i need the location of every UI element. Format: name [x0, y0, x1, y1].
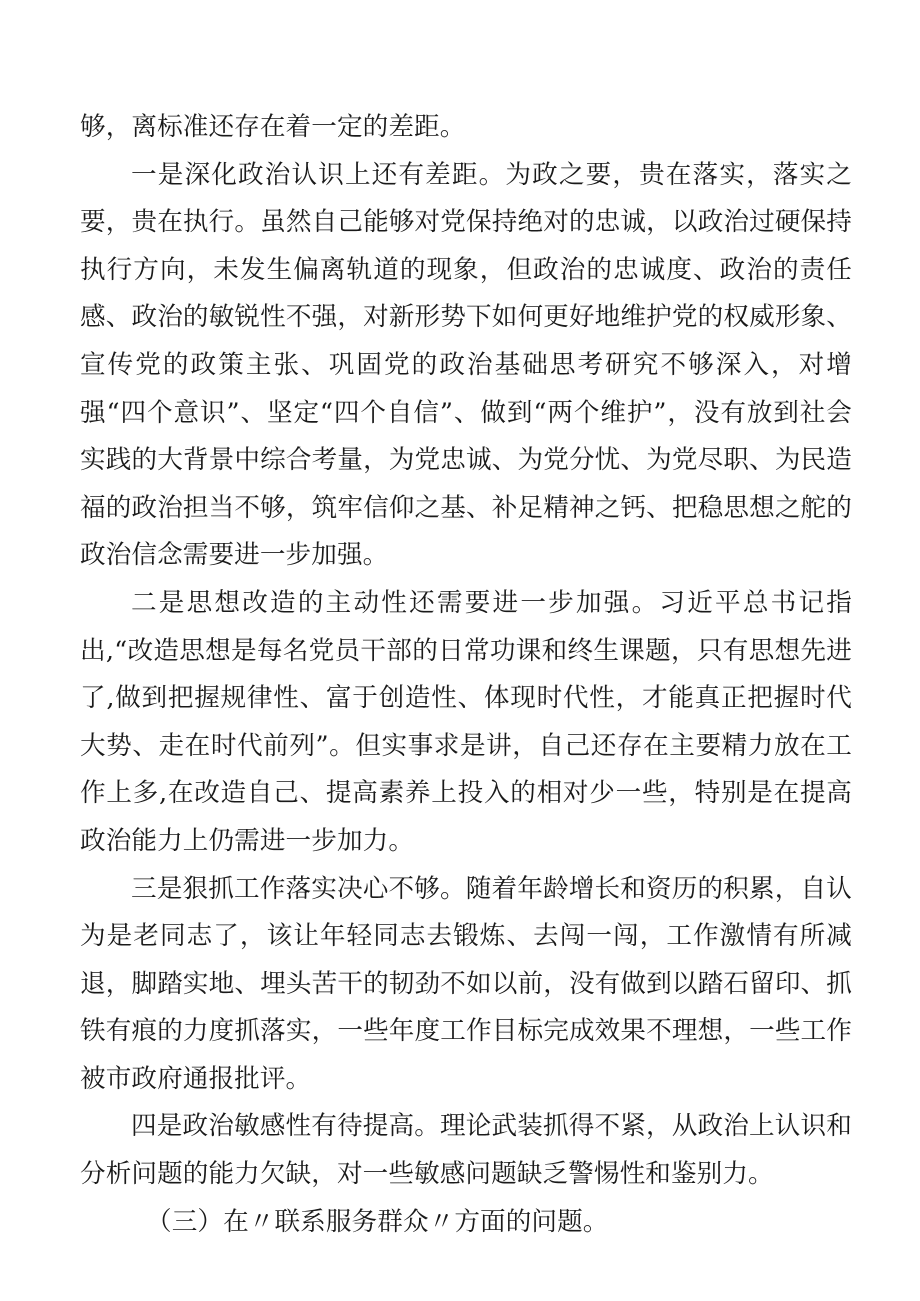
section-heading-serving-masses: （三）在〃联系服务群众〃方面的问题。: [146, 1206, 609, 1237]
paragraph-continuation: 够，离标准还存在着一定的差距。: [80, 112, 466, 142]
document-body: [80, 104, 852, 1246]
paragraph-political-sensitivity: 四是政治敏感性有待提高。理论武装抓得不紧，从政治上认识和分析问题的能力欠缺，对一些敏感问题缺乏警惕性和鉴别力。: [80, 1111, 852, 1190]
paragraph-political-awareness: 一是深化政治认识上还有差距。为政之要，贵在落实，落实之要，贵在执行。虽然自己能够对党保持绝对的忠诚，以政治过硬保持执行方向，未发生偏离轨道的现象，但政治的忠诚度、政治的责任感、政治的敏锐性不强，对新形势下如何更好地维护党的权威形象、宣传党的政策主张、巩固党的政治基础思考研究不够深入，对增强“四个意识”、坚定“四个自信”、做到“两个维护”，没有放到社会实践的大背景中综合考量，为党忠诚、为党分忧、为党尽职、为民造福的政治担当不够，筑牢信仰之基、补足精神之钙、把稳思想之舵的政治信念需要进一步加强。: [80, 159, 852, 571]
paragraph-work-implementation: 三是狠抓工作落实决心不够。随着年龄增长和资历的积累，自认为是老同志了，该让年轻同志去锻炼、去闯一闯，工作激情有所减退，脚踏实地、埋头苦干的韧劲不如以前，没有做到以踏石留印、抓铁有痕的力度抓落实，一些年度工作目标完成效果不理想，一些工作被市政府通报批评。: [80, 873, 852, 1094]
paragraph-thought-reform: 二是思想改造的主动性还需要进一步加强。习近平总书记指出,“改造思想是每名党员干部的日常功课和终生课题，只有思想先进了,做到把握规律性、富于创造性、体现时代性，才能真正把握时代大势、走在时代前列”。但实事求是讲，自己还存在主要精力放在工作上多,在改造自己、提高素养上投入的相对少一些，特别是在提高政治能力上仍需进一步加力。: [80, 587, 852, 856]
